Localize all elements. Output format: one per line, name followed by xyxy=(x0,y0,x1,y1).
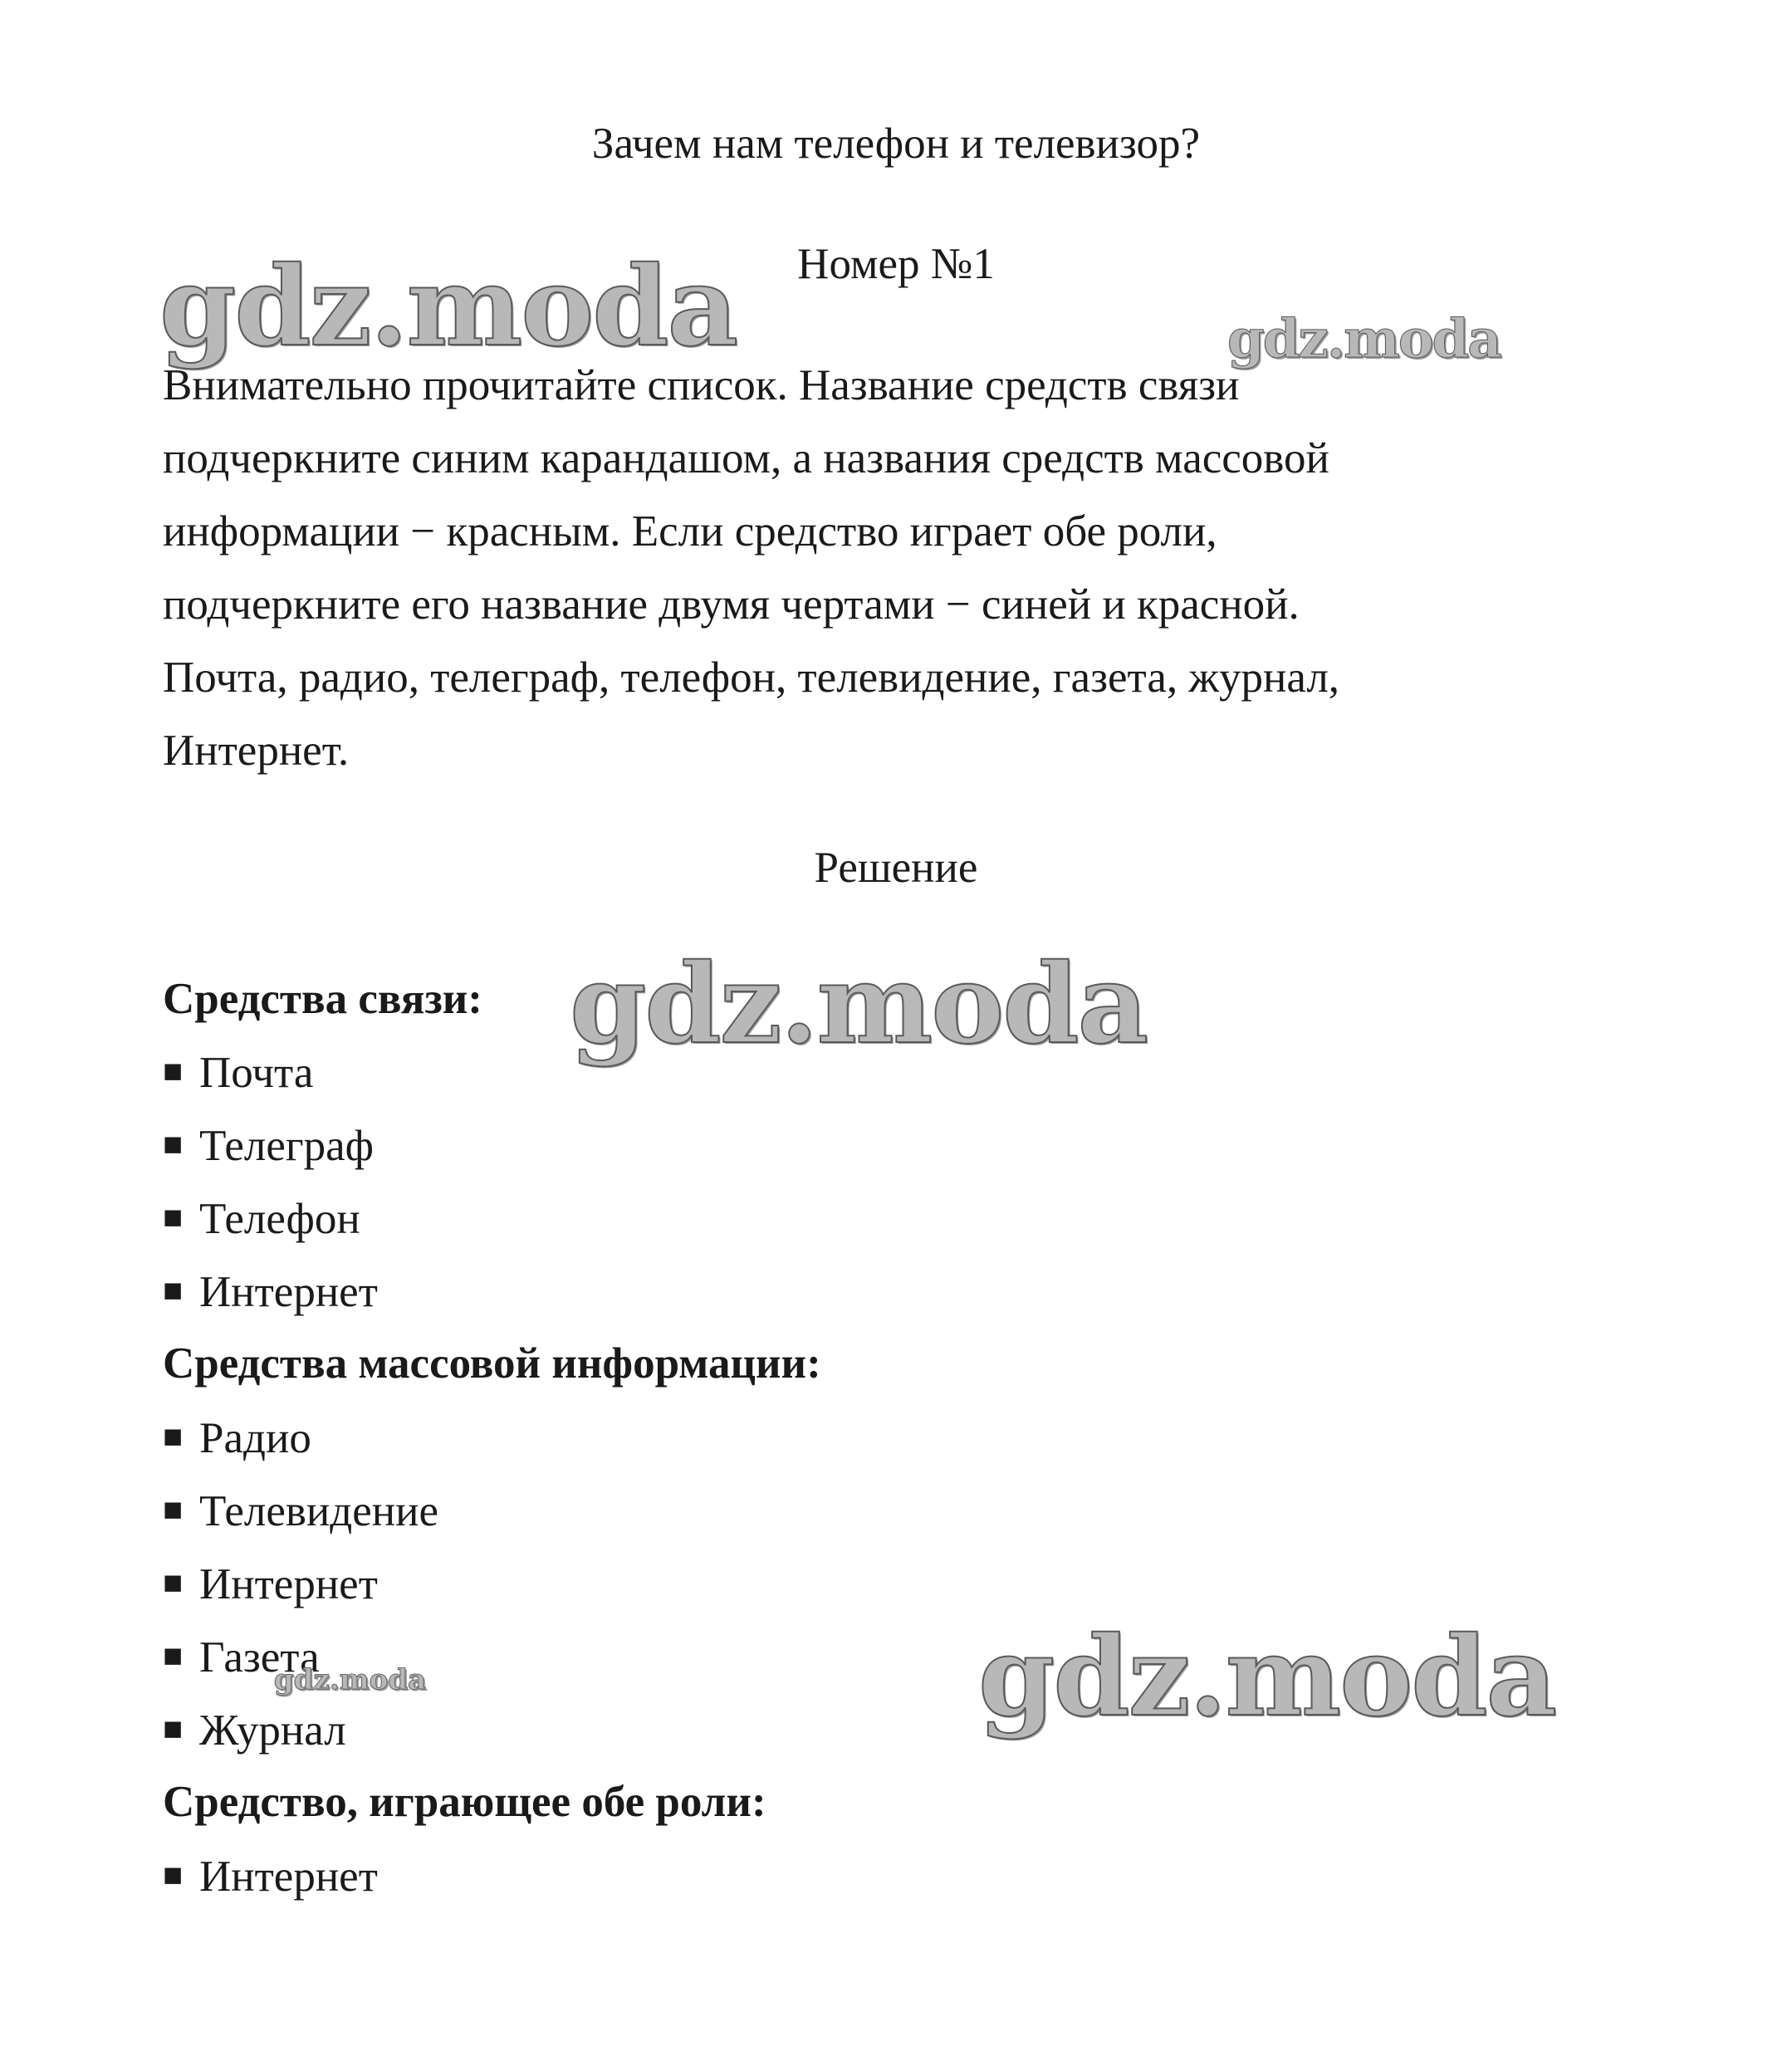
task-line: подчеркните синим карандашом, а названия средств массовой xyxy=(163,434,1329,482)
list-item-label: Телеграф xyxy=(199,1122,374,1170)
watermark-logo: gdz.moda xyxy=(159,242,737,371)
bullet-icon: ■ xyxy=(163,1271,184,1309)
watermark-logo: gdz.moda xyxy=(1227,308,1501,370)
watermark-logo: gdz.moda xyxy=(978,1613,1556,1741)
task-line: Интернет. xyxy=(163,727,350,775)
bullet-icon: ■ xyxy=(163,1198,184,1236)
section-heading-communication: Средства связи: xyxy=(163,975,482,1023)
list-item xyxy=(163,1115,374,1175)
bullet-icon: ■ xyxy=(163,1710,184,1747)
task-text xyxy=(163,349,1574,787)
task-number: Номер №1 xyxy=(797,240,995,288)
list-item-label: Журнал xyxy=(199,1706,346,1755)
task-line: информации − красным. Если средство играет обе роли, xyxy=(163,507,1217,556)
task-line: Почта, радио, телеграф, телефон, телевидение, газета, журнал, xyxy=(163,653,1340,702)
list-item xyxy=(163,1481,438,1540)
task-line: Внимательно прочитайте список. Название средств связи xyxy=(163,361,1240,409)
list-item xyxy=(163,1042,313,1102)
section-heading-mass-media: Средства массовой информации: xyxy=(163,1339,821,1388)
section-heading-both-roles: Средство, играющее обе роли: xyxy=(163,1778,766,1826)
bullet-icon: ■ xyxy=(163,1125,184,1163)
list-item xyxy=(163,1188,360,1248)
bullet-icon: ■ xyxy=(163,1052,184,1089)
list-item-label: Интернет xyxy=(199,1268,378,1316)
solution-heading: Решение xyxy=(814,844,978,892)
page-title: Зачем нам телефон и телевизор? xyxy=(591,120,1201,168)
list-item-label: Телефон xyxy=(199,1195,360,1243)
list-item xyxy=(163,1554,378,1613)
list-item-label: Интернет xyxy=(199,1560,378,1608)
list-item-label: Радио xyxy=(199,1414,311,1462)
list-item xyxy=(163,1846,378,1906)
bullet-icon: ■ xyxy=(163,1856,184,1893)
task-line: подчеркните его название двумя чертами − синей и красной. xyxy=(163,580,1300,629)
bullet-icon: ■ xyxy=(163,1637,184,1674)
watermark-logo: gdz.moda xyxy=(570,940,1148,1069)
watermark-logo: gdz.moda xyxy=(274,1663,427,1696)
bullet-icon: ■ xyxy=(163,1564,184,1601)
list-item xyxy=(163,1261,378,1321)
list-item-label: Почта xyxy=(199,1049,314,1097)
list-item-label: Газета xyxy=(199,1633,320,1681)
list-item-label: Интернет xyxy=(199,1853,378,1901)
list-item xyxy=(163,1407,311,1467)
list-item xyxy=(163,1700,346,1760)
bullet-icon: ■ xyxy=(163,1417,184,1455)
list-item-label: Телевидение xyxy=(199,1487,438,1535)
bullet-icon: ■ xyxy=(163,1491,184,1528)
